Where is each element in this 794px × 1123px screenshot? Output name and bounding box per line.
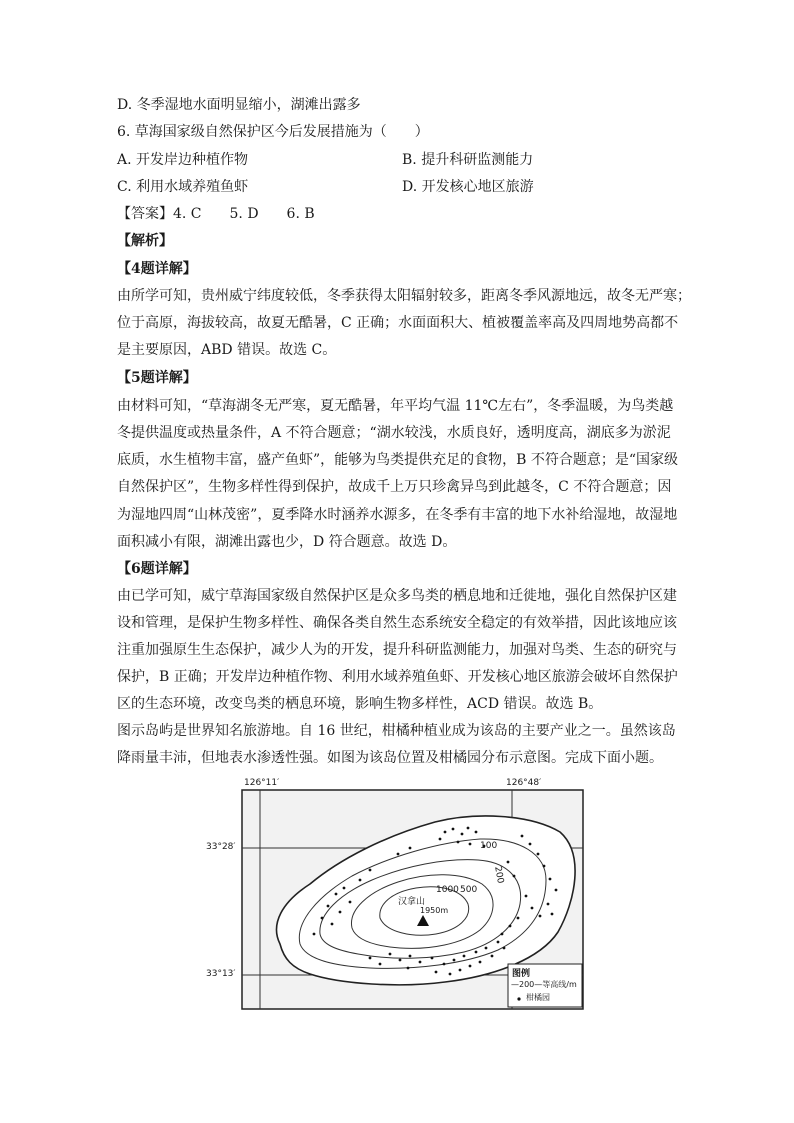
orchard-dot	[369, 957, 372, 960]
orchard-dot	[467, 827, 470, 830]
orchard-dot	[547, 903, 550, 906]
orchard-dot	[331, 923, 334, 926]
q5-line: 底质，水生植物丰富，盛产鱼虾”，能够为鸟类提供充足的食物，B 不符合题意；是“国家级	[117, 452, 679, 468]
orchard-dot	[409, 955, 412, 958]
q4-line: 位于高原，海拔较高，故夏无酷暑，C 正确；水面面积大、植被覆盖率高及四周地势高都不	[117, 315, 679, 331]
orchard-dot	[461, 833, 464, 836]
island-map-figure	[206, 778, 585, 1011]
orchard-dot	[435, 971, 438, 974]
option-d-prev: D. 冬季湿地水面明显缩小，湖滩出露多	[117, 97, 361, 113]
peak-elevation: 1950m	[420, 906, 449, 915]
orchard-dot	[409, 847, 412, 850]
contour-label-100: 100	[480, 841, 498, 851]
orchard-dot	[327, 905, 330, 908]
peak-name: 汉拿山	[398, 897, 426, 907]
contour-label-200: 200	[492, 865, 506, 885]
orchard-dot	[491, 955, 494, 958]
orchard-dot	[359, 879, 362, 882]
orchard-dot	[529, 843, 532, 846]
question-6-stem: 6. 草海国家级自然保护区今后发展措施为（ ）	[117, 124, 429, 140]
analysis-heading: 【解析】	[117, 233, 173, 249]
q4-heading: 【4题详解】	[117, 261, 197, 277]
orchard-dot	[469, 843, 472, 846]
q6-detail-line: 区的生态环境，改变鸟类的栖息环境，影响生物多样性，ACD 错误。故选 B。	[117, 696, 603, 712]
intro-line: 降雨量丰沛，但地表水渗透性强。如图为该岛位置及柑橘园分布示意图。完成下面小题。	[117, 750, 663, 766]
orchard-dot	[459, 969, 462, 972]
orchard-dot	[475, 831, 478, 834]
orchard-dot	[507, 861, 510, 864]
orchard-dot	[379, 963, 382, 966]
orchard-dot	[397, 853, 400, 856]
orchard-dot	[457, 841, 460, 844]
orchard-dot	[444, 831, 447, 834]
orchard-dot	[517, 917, 520, 920]
orchard-dot	[549, 878, 552, 881]
longitude-label-left: 126°11′	[244, 778, 280, 788]
q5-line: 由材料可知，“草海湖冬无严寒，夏无酷暑，年平均气温 11℃左右”，冬季温暖，为鸟类越	[117, 398, 674, 414]
latitude-label-top: 33°28′	[206, 842, 236, 852]
q5-heading: 【5题详解】	[117, 370, 197, 386]
latitude-label-bottom: 33°13′	[206, 969, 236, 979]
orchard-dot	[431, 957, 434, 960]
orchard-dot	[452, 828, 455, 831]
orchard-dot	[543, 865, 546, 868]
q6-detail-line: 设和管理，是保护生物多样性、确保各类自然生态系统安全稳定的有效举措，因此该地应该	[117, 615, 677, 631]
orchard-dot	[369, 869, 372, 872]
q4-line: 是主要原因，ABD 错误。故选 C。	[117, 342, 337, 358]
legend-orchard-dot	[517, 997, 520, 1000]
contour-label-500: 500	[460, 885, 478, 895]
contour-label-1000: 1000	[436, 885, 459, 895]
longitude-label-right: 126°48′	[506, 778, 542, 788]
answer-line: 【答案】4. C 5. D 6. B	[117, 206, 315, 222]
intro-line: 图示岛屿是世界知名旅游地。自 16 世纪，柑橘种植业成为该岛的主要产业之一。虽然该岛	[117, 723, 676, 739]
orchard-dot	[339, 911, 342, 914]
q6-detail-line: 保护，B 正确；开发岸边种植作物、利用水域养殖鱼虾、开发核心地区旅游会破坏自然保护	[117, 669, 678, 685]
orchard-dot	[463, 955, 466, 958]
q5-line: 自然保护区”，生物多样性得到保护，故成千上万只珍禽异鸟到此越冬，C 不符合题意；因	[117, 479, 672, 495]
legend-title: 图例	[512, 969, 531, 979]
legend-orchard: 柑橘园	[526, 993, 550, 1002]
orchard-dot	[439, 838, 442, 841]
orchard-dot	[537, 853, 540, 856]
orchard-dot	[453, 959, 456, 962]
orchard-dot	[501, 933, 504, 936]
orchard-dot	[399, 959, 402, 962]
orchard-dot	[389, 953, 392, 956]
q5-line: 面积减小有限，湖滩出露也少，D 符合题意。故选 D。	[117, 534, 457, 550]
orchard-dot	[349, 901, 352, 904]
orchard-dot	[469, 965, 472, 968]
orchard-dot	[521, 835, 524, 838]
orchard-dot	[509, 925, 512, 928]
orchard-dot	[479, 961, 482, 964]
q6-detail-heading: 【6题详解】	[117, 561, 197, 577]
orchard-dot	[525, 895, 528, 898]
orchard-dot	[555, 889, 558, 892]
q5-line: 为湿地四周“山林茂密”，夏季降水时涵养水源多，在冬季有丰富的地下水补给湿地，故湿地	[117, 507, 678, 523]
legend-contour: —200—等高线/m	[511, 980, 577, 989]
orchard-dot	[419, 961, 422, 964]
orchard-dot	[503, 947, 506, 950]
q6-option-a: A. 开发岸边种植作物	[117, 152, 249, 168]
orchard-dot	[531, 907, 534, 910]
orchard-dot	[335, 893, 338, 896]
q6-option-b: B. 提升科研监测能力	[402, 152, 534, 168]
orchard-dot	[407, 967, 410, 970]
orchard-dot	[513, 875, 516, 878]
orchard-dot	[321, 917, 324, 920]
orchard-dot	[485, 947, 488, 950]
q6-option-d: D. 开发核心地区旅游	[402, 179, 534, 195]
orchard-dot	[343, 887, 346, 890]
q5-line: 冬提供温度或热量条件，A 不符合题意；“湖水较浅，水质良好，透明度高，湖底多为淤泥	[117, 425, 671, 441]
orchard-dot	[539, 915, 542, 918]
orchard-dot	[313, 933, 316, 936]
orchard-dot	[449, 973, 452, 976]
q4-line: 由所学可知，贵州威宁纬度较低，冬季获得太阳辐射较多，距离冬季风源地远，故冬无严寒；	[117, 288, 691, 304]
orchard-dot	[443, 963, 446, 966]
q6-detail-line: 注重加强原生生态保护，减少人为的开发，提升科研监测能力，加强对鸟类、生态的研究与	[117, 642, 677, 658]
q6-detail-line: 由已学可知，威宁草海国家级自然保护区是众多鸟类的栖息地和迁徙地，强化自然保护区建	[117, 588, 677, 604]
orchard-dot	[497, 941, 500, 944]
orchard-dot	[475, 951, 478, 954]
orchard-dot	[551, 913, 554, 916]
q6-option-c: C. 利用水域养殖鱼虾	[117, 179, 249, 195]
